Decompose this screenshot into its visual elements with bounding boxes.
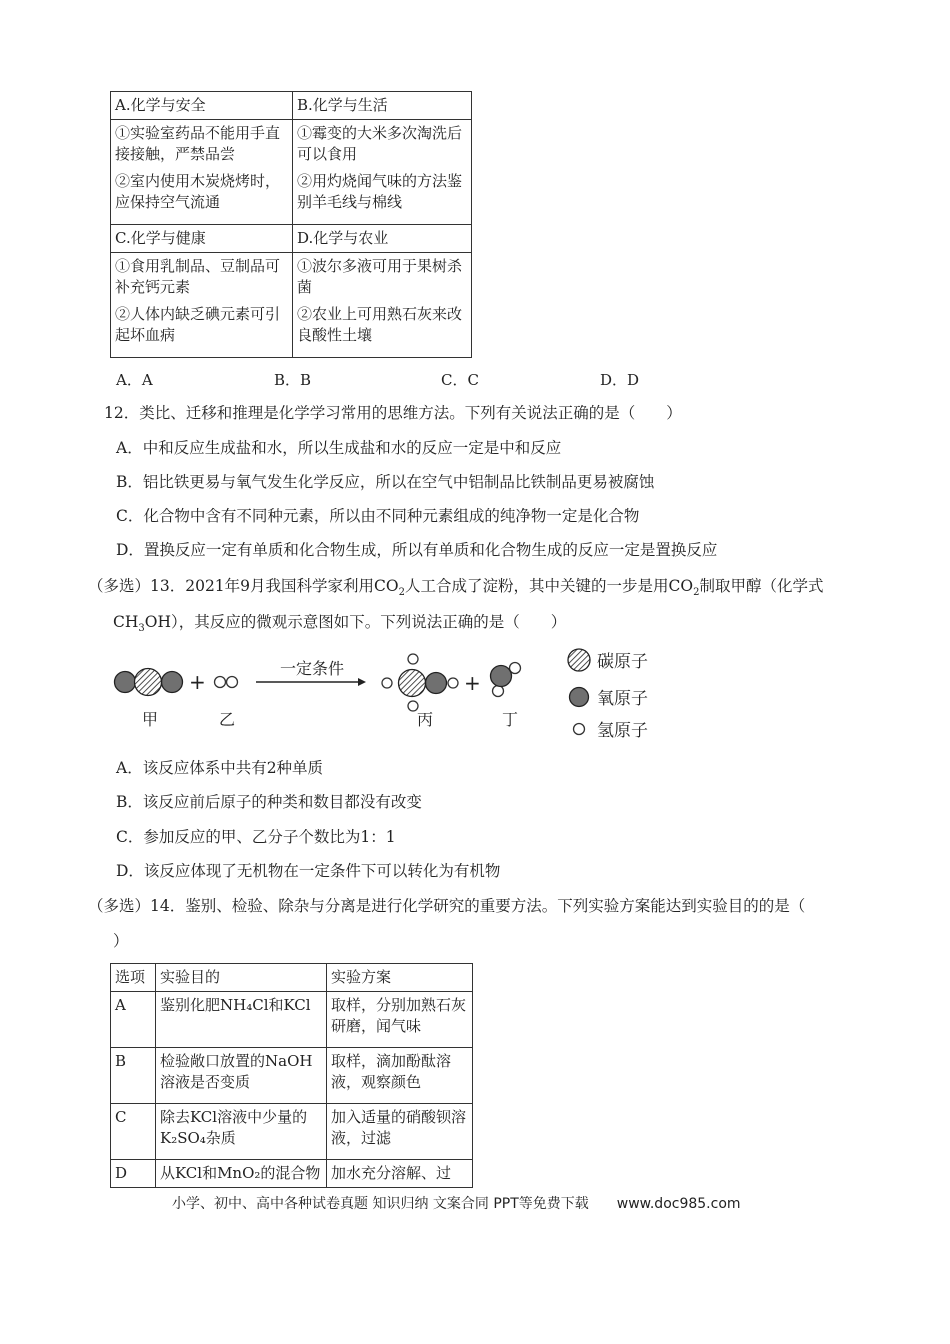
q14-header-option: 选项 [111,964,156,992]
q11-option-b[interactable]: B．B [274,371,312,389]
q12-option-b[interactable]: B．铝比铁更易与氧气发生化学反应，所以在空气中铝制品比铁制品更易被腐蚀 [116,473,655,491]
q11-header-b: B.化学与生活 [293,92,472,120]
q11-option-a[interactable]: A．A [116,371,153,389]
q14-header-goal: 实验目的 [156,964,327,992]
oxygen-atom [491,666,512,687]
q12-option-a[interactable]: A．中和反应生成盐和水，所以生成盐和水的反应一定是中和反应 [116,439,562,457]
q11-header-d: D.化学与农业 [293,225,472,253]
q11-a-item-1: ①实验室药品不能用手直接接触，严禁品尝 [115,124,281,163]
q12-option-d[interactable]: D．置换反应一定有单质和化合物生成，所以有单质和化合物生成的反应一定是置换反应 [116,541,718,559]
label-ding: 丁 [501,710,519,729]
carbon-atom [399,670,426,697]
legend-oxygen: 氧原子 [597,689,648,709]
q14-row-c-plan: 加入适量的硝酸钡溶液，过滤 [327,1104,473,1160]
carbon-legend-icon [568,649,590,671]
q14-row-b-option: B [111,1048,156,1104]
hydrogen-atom [493,686,504,697]
molecule-h2 [215,677,238,688]
plus-sign-2: + [464,671,481,695]
legend-hydrogen: 氢原子 [597,721,648,741]
hydrogen-atom [408,654,418,664]
oxygen-atom [115,672,136,693]
oxygen-atom [426,673,447,694]
legend-carbon: 碳原子 [597,652,648,672]
arrow-label: 一定条件 [279,659,345,678]
carbon-atom [135,669,162,696]
hydrogen-atom [448,678,458,688]
plus-sign-1: + [189,670,206,694]
hydrogen-atom [215,677,226,688]
q11-header-a: A.化学与安全 [111,92,293,120]
q14-table [110,963,473,1188]
hydrogen-atom [227,677,238,688]
q11-c-item-2: ②人体内缺乏碘元素可引起坏血病 [115,305,281,344]
q11-table [110,91,472,358]
reaction-diagram [100,645,680,745]
q11-d-item-1: ①波尔多液可用于果树杀菌 [297,257,463,296]
q14-row-b-goal: 检验敞口放置的NaOH溶液是否变质 [156,1048,327,1104]
q14-row-d-plan: 加水充分溶解、过 [327,1160,473,1188]
q14-row-c-goal: 除去KCl溶液中少量的K₂SO₄杂质 [156,1104,327,1160]
q14-row-c-option: C [111,1104,156,1160]
molecule-co2 [115,669,183,696]
molecule-h2o [491,663,521,697]
q11-cell-b [293,120,472,225]
q11-b-item-2: ②用灼烧闻气味的方法鉴别羊毛线与棉线 [297,172,463,211]
q11-a-item-2: ②室内使用木炭烧烤时，应保持空气流通 [115,172,281,211]
oxygen-legend-icon [570,688,589,707]
arrow-head [358,678,366,686]
label-yi: 乙 [218,710,236,729]
hydrogen-legend-icon [574,724,585,735]
q14-stem-line-2: ） [113,932,129,950]
q14-row-a-goal: 鉴别化肥NH₄Cl和KCl [156,992,327,1048]
q14-row-d-option: D [111,1160,156,1188]
molecule-ch3oh [382,654,458,711]
carbon-atom [162,672,183,693]
q13-option-a[interactable]: A．该反应体系中共有2种单质 [116,759,324,777]
q12-option-c[interactable]: C．化合物中含有不同种元素，所以由不同种元素组成的纯净物一定是化合物 [116,507,640,525]
q11-cell-a [111,120,293,225]
q13-stem-line-2: $CH_3OH$），其反应的微观示意图如下。下列说法正确的是（ ） [113,613,567,635]
q13-option-b[interactable]: B．该反应前后原子的种类和数目都没有改变 [116,793,422,811]
q14-header-plan: 实验方案 [327,964,473,992]
q14-row-a-option: A [111,992,156,1048]
diagram-legend [568,649,648,741]
q11-c-item-1: ①食用乳制品、豆制品可补充钙元素 [115,257,281,296]
q12-stem: 12．类比、迁移和推理是化学学习常用的思维方法。下列有关说法正确的是（ ） [104,404,682,422]
q11-b-item-1: ①霉变的大米多次淘洗后可以食用 [297,124,463,163]
hydrogen-atom [382,678,392,688]
q11-d-item-2: ②农业上可用熟石灰来改良酸性土壤 [297,305,463,344]
q11-option-d[interactable]: D．D [600,371,640,389]
q11-header-c: C.化学与健康 [111,225,293,253]
label-jia: 甲 [141,710,159,729]
q14-row-d-goal: 从KCl和MnO₂的混合物 [156,1160,327,1188]
q11-option-c[interactable]: C．C [441,371,479,389]
q13-option-d[interactable]: D．该反应体现了无机物在一定条件下可以转化为有机物 [116,862,501,880]
label-bing: 丙 [416,710,434,729]
q13-option-c[interactable]: C．参加反应的甲、乙分子个数比为1：1 [116,828,396,846]
page-footer: 小学、初中、高中各种试卷真题 知识归纳 文案合同 PPT等免费下载 www.doc985.com [172,1196,741,1212]
q11-cell-c [111,253,293,358]
q11-cell-d [293,253,472,358]
q14-row-b-plan: 取样，滴加酚酞溶液，观察颜色 [327,1048,473,1104]
q14-row-a-plan: 取样，分别加熟石灰研磨，闻气味 [327,992,473,1048]
q14-stem: （多选）14．鉴别、检验、除杂与分离是进行化学研究的重要方法。下列实验方案能达到实验目的的是（ [88,897,806,915]
q13-stem-line-1: （多选）13．2021年9月我国科学家利用$CO_2$人工合成了淀粉，其中关键的一步是用$CO_2$制取甲醇（化学式 [88,577,824,599]
